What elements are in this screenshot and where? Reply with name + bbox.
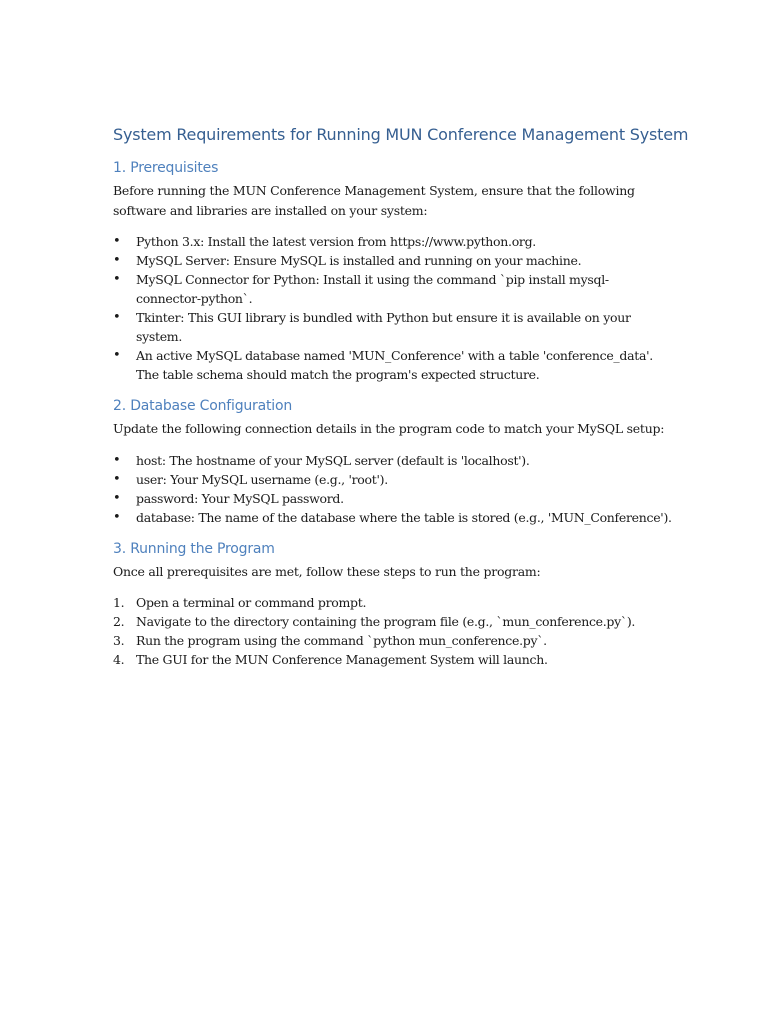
bullet-icon: • xyxy=(113,253,121,268)
list-item-text: database: The name of the database where the table is stored (e.g., 'MUN_Conference'). xyxy=(136,509,672,525)
step-number: 1. xyxy=(113,595,125,610)
list-item-text: Python 3.x: Install the latest version from https://www.python.org. xyxy=(136,234,536,249)
list-item-text: user: Your MySQL username (e.g., 'root'). xyxy=(136,471,388,487)
list-item-text: Open a terminal or command prompt. xyxy=(136,595,367,610)
list-item xyxy=(113,612,673,631)
document-body xyxy=(113,124,689,681)
document-title: System Requirements for Running MUN Conference Management System xyxy=(113,125,689,144)
bullet-icon: • xyxy=(113,452,121,468)
list-item xyxy=(113,232,673,251)
list-item-text: Run the program using the command `python mun_conference.py`. xyxy=(136,633,547,648)
list-item xyxy=(113,489,673,508)
database-configuration-list xyxy=(113,451,673,527)
list-item xyxy=(113,508,673,527)
list-item xyxy=(113,470,673,489)
step-number: 3. xyxy=(113,633,125,648)
section-prerequisites xyxy=(113,158,673,384)
section-database-configuration xyxy=(113,396,673,527)
bullet-icon: • xyxy=(113,272,121,287)
list-item-text: host: The hostname of your MySQL server (default is 'localhost'). xyxy=(136,452,530,468)
list-item xyxy=(113,451,673,470)
bullet-icon: • xyxy=(113,509,121,525)
bullet-icon: • xyxy=(113,234,121,249)
list-item xyxy=(113,650,673,669)
bullet-icon: • xyxy=(113,310,121,325)
prerequisites-list xyxy=(113,232,673,384)
running-the-program-intro: Once all prerequisites are met, follow these steps to run the program: xyxy=(113,563,541,579)
bullet-icon: • xyxy=(113,471,121,487)
list-item-text: Navigate to the directory containing the program file (e.g., `mun_conference.py`). xyxy=(136,614,636,629)
list-item xyxy=(113,308,673,346)
list-item-text: Tkinter: This GUI library is bundled with Python but ensure it is available on your system. xyxy=(136,310,631,344)
bullet-icon: • xyxy=(113,348,121,363)
section-heading-running-the-program: 3. Running the Program xyxy=(113,540,275,557)
database-configuration-intro: Update the following connection details in the program code to match your MySQL setup: xyxy=(113,421,665,436)
running-the-program-steps xyxy=(113,593,673,669)
prerequisites-intro: Before running the MUN Conference Management System, ensure that the following software and libraries are installed on your system: xyxy=(113,183,635,218)
step-number: 4. xyxy=(113,652,125,667)
list-item-text: The GUI for the MUN Conference Management System will launch. xyxy=(136,652,548,667)
list-item xyxy=(113,270,673,308)
list-item xyxy=(113,593,673,612)
section-heading-prerequisites: 1. Prerequisites xyxy=(113,160,219,176)
step-number: 2. xyxy=(113,614,125,629)
section-heading-database-configuration: 2. Database Configuration xyxy=(113,398,293,414)
list-item-text: MySQL Connector for Python: Install it using the command `pip install mysql-connector-python`. xyxy=(136,272,609,306)
list-item-text: MySQL Server: Ensure MySQL is installed and running on your machine. xyxy=(136,253,582,268)
list-item xyxy=(113,251,673,270)
list-item xyxy=(113,346,673,384)
bullet-icon: • xyxy=(113,490,121,506)
list-item-text: password: Your MySQL password. xyxy=(136,490,344,506)
list-item-text: An active MySQL database named 'MUN_Conference' with a table 'conference_data'. The table schema should match the program's expected structure. xyxy=(136,348,653,382)
list-item xyxy=(113,631,673,650)
section-running-the-program xyxy=(113,539,673,670)
